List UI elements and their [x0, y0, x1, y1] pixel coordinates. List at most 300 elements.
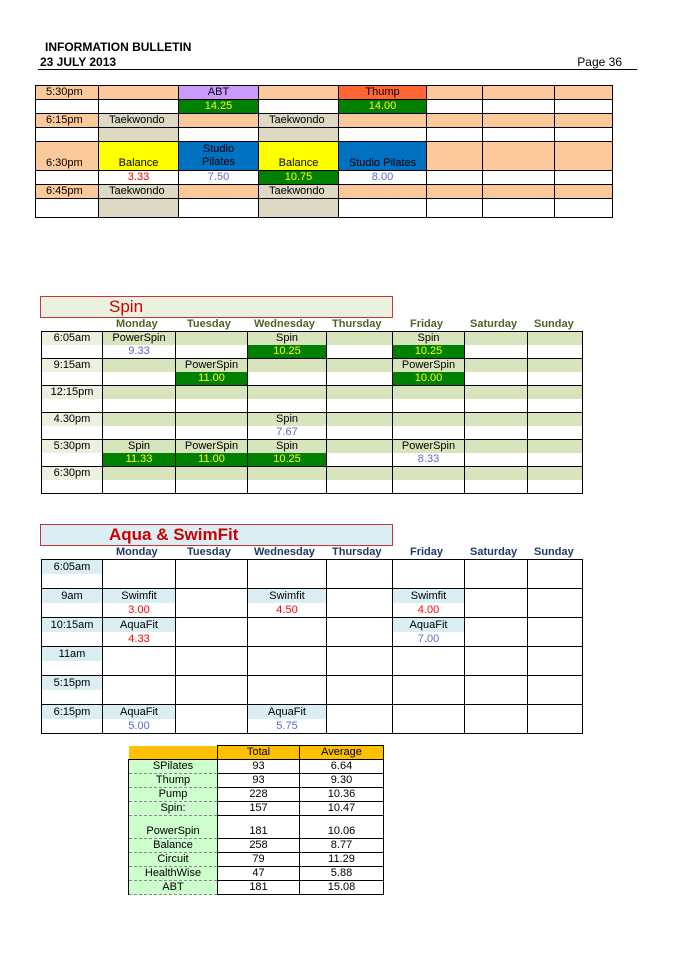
empty-cell	[248, 480, 327, 494]
value-cell: 7.67	[248, 426, 327, 440]
summary-total-cell: 181	[218, 881, 300, 895]
time-cell: 4.30pm	[42, 413, 103, 427]
empty-cell	[465, 618, 528, 633]
summary-total-cell: 228	[218, 788, 300, 802]
empty-cell	[393, 399, 465, 413]
empty-cell	[393, 467, 465, 481]
time-cell: 12:15pm	[42, 386, 103, 400]
time-cell: 5:15pm	[42, 676, 103, 691]
empty-cell	[465, 560, 528, 575]
empty-cell	[528, 632, 583, 647]
time-cell	[42, 453, 103, 467]
empty-cell	[393, 690, 465, 705]
value-cell: 10.25	[248, 453, 327, 467]
empty-cell	[528, 705, 583, 720]
time-cell: 6:30pm	[36, 142, 99, 171]
empty-cell	[465, 632, 528, 647]
empty-cell	[483, 185, 555, 199]
empty-cell	[555, 86, 613, 100]
empty-cell	[103, 690, 176, 705]
day-label: Thursday	[332, 318, 382, 330]
empty-cell	[528, 413, 583, 427]
class-cell: Taekwondo	[99, 114, 179, 128]
time-cell: 9am	[42, 589, 103, 604]
summary-label-cell: Spin:	[129, 802, 218, 816]
empty-cell	[339, 199, 427, 218]
time-cell	[42, 345, 103, 359]
day-label: Friday	[410, 546, 444, 558]
empty-cell	[483, 86, 555, 100]
value-cell: 11.00	[176, 372, 248, 386]
empty-cell	[248, 690, 327, 705]
class-cell: Spin	[393, 332, 465, 346]
value-cell: 8.00	[339, 171, 427, 185]
empty-cell	[465, 690, 528, 705]
value-cell: 8.33	[393, 453, 465, 467]
empty-cell	[103, 661, 176, 676]
empty-cell	[555, 185, 613, 199]
summary-row	[129, 853, 384, 867]
value-cell: 9.33	[103, 345, 176, 359]
class-cell	[339, 114, 427, 128]
empty-cell	[528, 426, 583, 440]
time-cell	[42, 426, 103, 440]
empty-cell	[259, 199, 339, 218]
class-cell	[99, 86, 179, 100]
summary-total-cell: 258	[218, 839, 300, 853]
time-cell	[42, 690, 103, 705]
empty-cell	[176, 574, 248, 589]
empty-cell	[103, 399, 176, 413]
time-cell: 5:30pm	[36, 86, 99, 100]
empty-cell	[528, 589, 583, 604]
empty-cell	[327, 603, 393, 618]
empty-cell	[327, 467, 393, 481]
empty-cell	[327, 372, 393, 386]
empty-cell	[465, 453, 528, 467]
empty-cell	[176, 467, 248, 481]
time-cell	[42, 603, 103, 618]
time-cell: 6:15pm	[42, 705, 103, 720]
time-cell	[42, 632, 103, 647]
summary-header-cell	[129, 746, 218, 760]
time-cell: 6:05am	[42, 332, 103, 346]
table-row	[36, 199, 613, 218]
class-label-line2: Pilates	[201, 156, 236, 168]
empty-cell	[528, 359, 583, 373]
empty-cell	[99, 128, 179, 142]
empty-cell	[176, 705, 248, 720]
empty-cell	[483, 199, 555, 218]
summary-average-cell: 10.06	[300, 816, 384, 839]
empty-cell	[393, 647, 465, 662]
value-cell: 7.50	[179, 171, 259, 185]
time-cell: 6:15pm	[36, 114, 99, 128]
empty-cell	[528, 618, 583, 633]
table-row	[42, 372, 583, 386]
empty-cell	[259, 128, 339, 142]
empty-cell	[427, 199, 483, 218]
empty-cell	[176, 661, 248, 676]
empty-cell	[427, 128, 483, 142]
time-cell	[42, 661, 103, 676]
day-label: Friday	[410, 318, 444, 330]
table-row	[42, 618, 583, 633]
empty-cell	[528, 560, 583, 575]
day-label: Monday	[116, 318, 158, 330]
empty-cell	[103, 676, 176, 691]
value-cell: 10.00	[393, 372, 465, 386]
summary-label-cell: Pump	[129, 788, 218, 802]
empty-cell	[393, 676, 465, 691]
page-number: Page 36	[577, 55, 622, 69]
class-cell: PowerSpin	[103, 332, 176, 346]
summary-row	[129, 774, 384, 788]
summary-label-cell: HealthWise	[129, 867, 218, 881]
class-cell: Taekwondo	[259, 185, 339, 199]
empty-cell	[393, 661, 465, 676]
summary-row	[129, 816, 384, 839]
summary-row	[129, 788, 384, 802]
table-row	[42, 480, 583, 494]
table-row	[42, 467, 583, 481]
empty-cell	[176, 690, 248, 705]
class-cell: Balance	[99, 142, 179, 171]
empty-cell	[36, 128, 99, 142]
empty-cell	[103, 413, 176, 427]
empty-cell	[248, 467, 327, 481]
value-cell: 10.25	[248, 345, 327, 359]
time-cell	[36, 171, 99, 185]
empty-cell	[465, 359, 528, 373]
aqua-timetable	[41, 559, 583, 734]
spin-section-title	[40, 296, 393, 318]
empty-cell	[427, 114, 483, 128]
class-cell: Thump	[339, 86, 427, 100]
empty-cell	[248, 632, 327, 647]
empty-cell	[327, 676, 393, 691]
summary-average-cell: 6.64	[300, 760, 384, 774]
empty-cell	[99, 199, 179, 218]
spin-title-text: Spin	[109, 297, 144, 316]
table-row	[42, 359, 583, 373]
empty-cell	[176, 632, 248, 647]
summary-row	[129, 839, 384, 853]
class-cell: PowerSpin	[393, 440, 465, 454]
empty-cell	[528, 480, 583, 494]
summary-average-cell: 15.08	[300, 881, 384, 895]
empty-cell	[176, 480, 248, 494]
summary-label-cell: Circuit	[129, 853, 218, 867]
summary-label-cell: Thump	[129, 774, 218, 788]
aqua-day-header	[102, 546, 582, 558]
table-row	[42, 690, 583, 705]
day-label: Thursday	[332, 546, 382, 558]
value-cell: 3.00	[103, 603, 176, 618]
day-label: Wednesday	[254, 318, 315, 330]
empty-cell	[528, 453, 583, 467]
class-cell: Spin	[103, 440, 176, 454]
empty-cell	[327, 399, 393, 413]
empty-cell	[327, 705, 393, 720]
empty-cell	[555, 199, 613, 218]
summary-total-cell: 93	[218, 774, 300, 788]
summary-total-cell: 157	[218, 802, 300, 816]
empty-cell	[528, 386, 583, 400]
empty-cell	[528, 603, 583, 618]
empty-cell	[327, 690, 393, 705]
time-cell: 6:45pm	[36, 185, 99, 199]
table-row	[42, 453, 583, 467]
table-row	[36, 128, 613, 142]
table-row	[42, 603, 583, 618]
empty-cell	[528, 440, 583, 454]
empty-cell	[393, 426, 465, 440]
bulletin-date: 23 JULY 2013	[40, 55, 117, 69]
empty-cell	[327, 386, 393, 400]
empty-cell	[465, 467, 528, 481]
class-cell: PowerSpin	[176, 440, 248, 454]
value-cell: 14.00	[339, 100, 427, 114]
table-row	[42, 332, 583, 346]
empty-cell	[555, 114, 613, 128]
empty-cell	[248, 386, 327, 400]
empty-cell	[465, 661, 528, 676]
empty-cell	[528, 676, 583, 691]
empty-cell	[176, 399, 248, 413]
empty-cell	[528, 345, 583, 359]
table-row	[36, 142, 613, 171]
value-cell	[259, 100, 339, 114]
empty-cell	[393, 574, 465, 589]
class-cell: AquaFit	[248, 705, 327, 720]
time-cell	[42, 399, 103, 413]
time-cell: 10:15am	[42, 618, 103, 633]
class-cell: Swimfit	[393, 589, 465, 604]
summary-total-cell: 181	[218, 816, 300, 839]
value-cell: 4.50	[248, 603, 327, 618]
value-cell: 14.25	[179, 100, 259, 114]
time-cell: 6:30pm	[42, 467, 103, 481]
summary-average-cell: 11.29	[300, 853, 384, 867]
summary-average-cell: 5.88	[300, 867, 384, 881]
day-label: Saturday	[470, 546, 518, 558]
summary-label-cell: ABT	[129, 881, 218, 895]
class-cell: Taekwondo	[99, 185, 179, 199]
empty-cell	[465, 480, 528, 494]
table-row	[42, 345, 583, 359]
aqua-section-title	[40, 524, 393, 546]
empty-cell	[555, 100, 613, 114]
empty-cell	[176, 426, 248, 440]
class-cell: Spin	[248, 440, 327, 454]
summary-row	[129, 867, 384, 881]
empty-cell	[248, 359, 327, 373]
empty-cell	[465, 647, 528, 662]
empty-cell	[427, 185, 483, 199]
empty-cell	[327, 359, 393, 373]
day-label: Sunday	[534, 318, 574, 330]
summary-row	[129, 881, 384, 895]
empty-cell	[465, 440, 528, 454]
summary-label-cell: PowerSpin	[129, 816, 218, 839]
empty-cell	[465, 603, 528, 618]
empty-cell	[465, 426, 528, 440]
table-row	[42, 661, 583, 676]
empty-cell	[176, 332, 248, 346]
empty-cell	[327, 345, 393, 359]
empty-cell	[465, 574, 528, 589]
table-row	[36, 114, 613, 128]
table-row	[42, 632, 583, 647]
table-row	[42, 647, 583, 662]
value-cell: 4.00	[393, 603, 465, 618]
empty-cell	[465, 332, 528, 346]
empty-cell	[483, 128, 555, 142]
empty-cell	[393, 413, 465, 427]
empty-cell	[483, 100, 555, 114]
empty-cell	[465, 372, 528, 386]
summary-label-cell: SPilates	[129, 760, 218, 774]
empty-cell	[555, 142, 613, 171]
empty-cell	[483, 142, 555, 171]
class-label-line1: Studio	[202, 143, 235, 155]
empty-cell	[176, 560, 248, 575]
empty-cell	[393, 386, 465, 400]
summary-average-cell: 10.36	[300, 788, 384, 802]
table-row	[42, 589, 583, 604]
class-cell: AquaFit	[393, 618, 465, 633]
empty-cell	[248, 399, 327, 413]
day-label: Sunday	[534, 546, 574, 558]
empty-cell	[465, 399, 528, 413]
empty-cell	[176, 386, 248, 400]
class-cell: Balance	[259, 142, 339, 171]
empty-cell	[465, 676, 528, 691]
time-cell	[42, 372, 103, 386]
class-cell: AquaFit	[103, 618, 176, 633]
empty-cell	[528, 372, 583, 386]
empty-cell	[427, 142, 483, 171]
empty-cell	[176, 603, 248, 618]
empty-cell	[465, 386, 528, 400]
empty-cell	[528, 467, 583, 481]
value-cell: 5.75	[248, 719, 327, 734]
empty-cell	[555, 171, 613, 185]
empty-cell	[528, 399, 583, 413]
value-cell: 10.25	[393, 345, 465, 359]
empty-cell	[555, 128, 613, 142]
empty-cell	[327, 618, 393, 633]
empty-cell	[327, 413, 393, 427]
value-cell: 4.33	[103, 632, 176, 647]
day-label: Tuesday	[187, 318, 231, 330]
empty-cell	[327, 632, 393, 647]
class-cell: Spin	[248, 413, 327, 427]
class-cell	[179, 114, 259, 128]
table-row	[42, 560, 583, 575]
day-label: Saturday	[470, 318, 518, 330]
table-row	[42, 399, 583, 413]
time-cell	[42, 574, 103, 589]
empty-cell	[327, 589, 393, 604]
empty-cell	[465, 345, 528, 359]
empty-cell	[248, 661, 327, 676]
class-cell: AquaFit	[103, 705, 176, 720]
summary-total-cell: 79	[218, 853, 300, 867]
empty-cell	[103, 467, 176, 481]
empty-cell	[248, 618, 327, 633]
value-cell: 10.75	[259, 171, 339, 185]
empty-cell	[393, 560, 465, 575]
time-cell: 9:15am	[42, 359, 103, 373]
empty-cell	[327, 560, 393, 575]
class-cell: PowerSpin	[393, 359, 465, 373]
header-divider	[38, 69, 637, 70]
empty-cell	[176, 618, 248, 633]
summary-row	[129, 802, 384, 816]
empty-cell	[103, 359, 176, 373]
empty-cell	[179, 199, 259, 218]
empty-cell	[103, 574, 176, 589]
spin-day-header	[102, 318, 582, 330]
aqua-title-text: Aqua & SwimFit	[109, 525, 239, 544]
empty-cell	[465, 719, 528, 734]
empty-cell	[339, 128, 427, 142]
value-cell: 11.33	[103, 453, 176, 467]
summary-average-cell: 10.47	[300, 802, 384, 816]
empty-cell	[327, 426, 393, 440]
empty-cell	[179, 128, 259, 142]
bulletin-title: INFORMATION BULLETIN	[45, 40, 192, 54]
empty-cell	[103, 647, 176, 662]
time-cell: 11am	[42, 647, 103, 662]
empty-cell	[427, 171, 483, 185]
summary-average-cell: 8.77	[300, 839, 384, 853]
table-row	[42, 705, 583, 720]
table-row	[42, 426, 583, 440]
class-cell: Swimfit	[248, 589, 327, 604]
day-label: Monday	[116, 546, 158, 558]
class-cell: PowerSpin	[176, 359, 248, 373]
empty-cell	[327, 661, 393, 676]
empty-cell	[393, 719, 465, 734]
day-label: Wednesday	[254, 546, 315, 558]
empty-cell	[248, 372, 327, 386]
time-cell	[36, 100, 99, 114]
table-row	[42, 719, 583, 734]
empty-cell	[427, 86, 483, 100]
empty-cell	[327, 719, 393, 734]
summary-header-cell: Average	[300, 746, 384, 760]
table-row	[36, 185, 613, 199]
spin-timetable	[41, 331, 583, 494]
empty-cell	[483, 171, 555, 185]
empty-cell	[36, 199, 99, 218]
empty-cell	[528, 332, 583, 346]
empty-cell	[176, 589, 248, 604]
empty-cell	[103, 480, 176, 494]
empty-cell	[528, 647, 583, 662]
empty-cell	[327, 480, 393, 494]
empty-cell	[248, 560, 327, 575]
table-row	[36, 171, 613, 185]
time-cell	[42, 480, 103, 494]
class-cell: Swimfit	[103, 589, 176, 604]
class-cell	[339, 185, 427, 199]
time-cell	[42, 719, 103, 734]
table-row	[42, 413, 583, 427]
